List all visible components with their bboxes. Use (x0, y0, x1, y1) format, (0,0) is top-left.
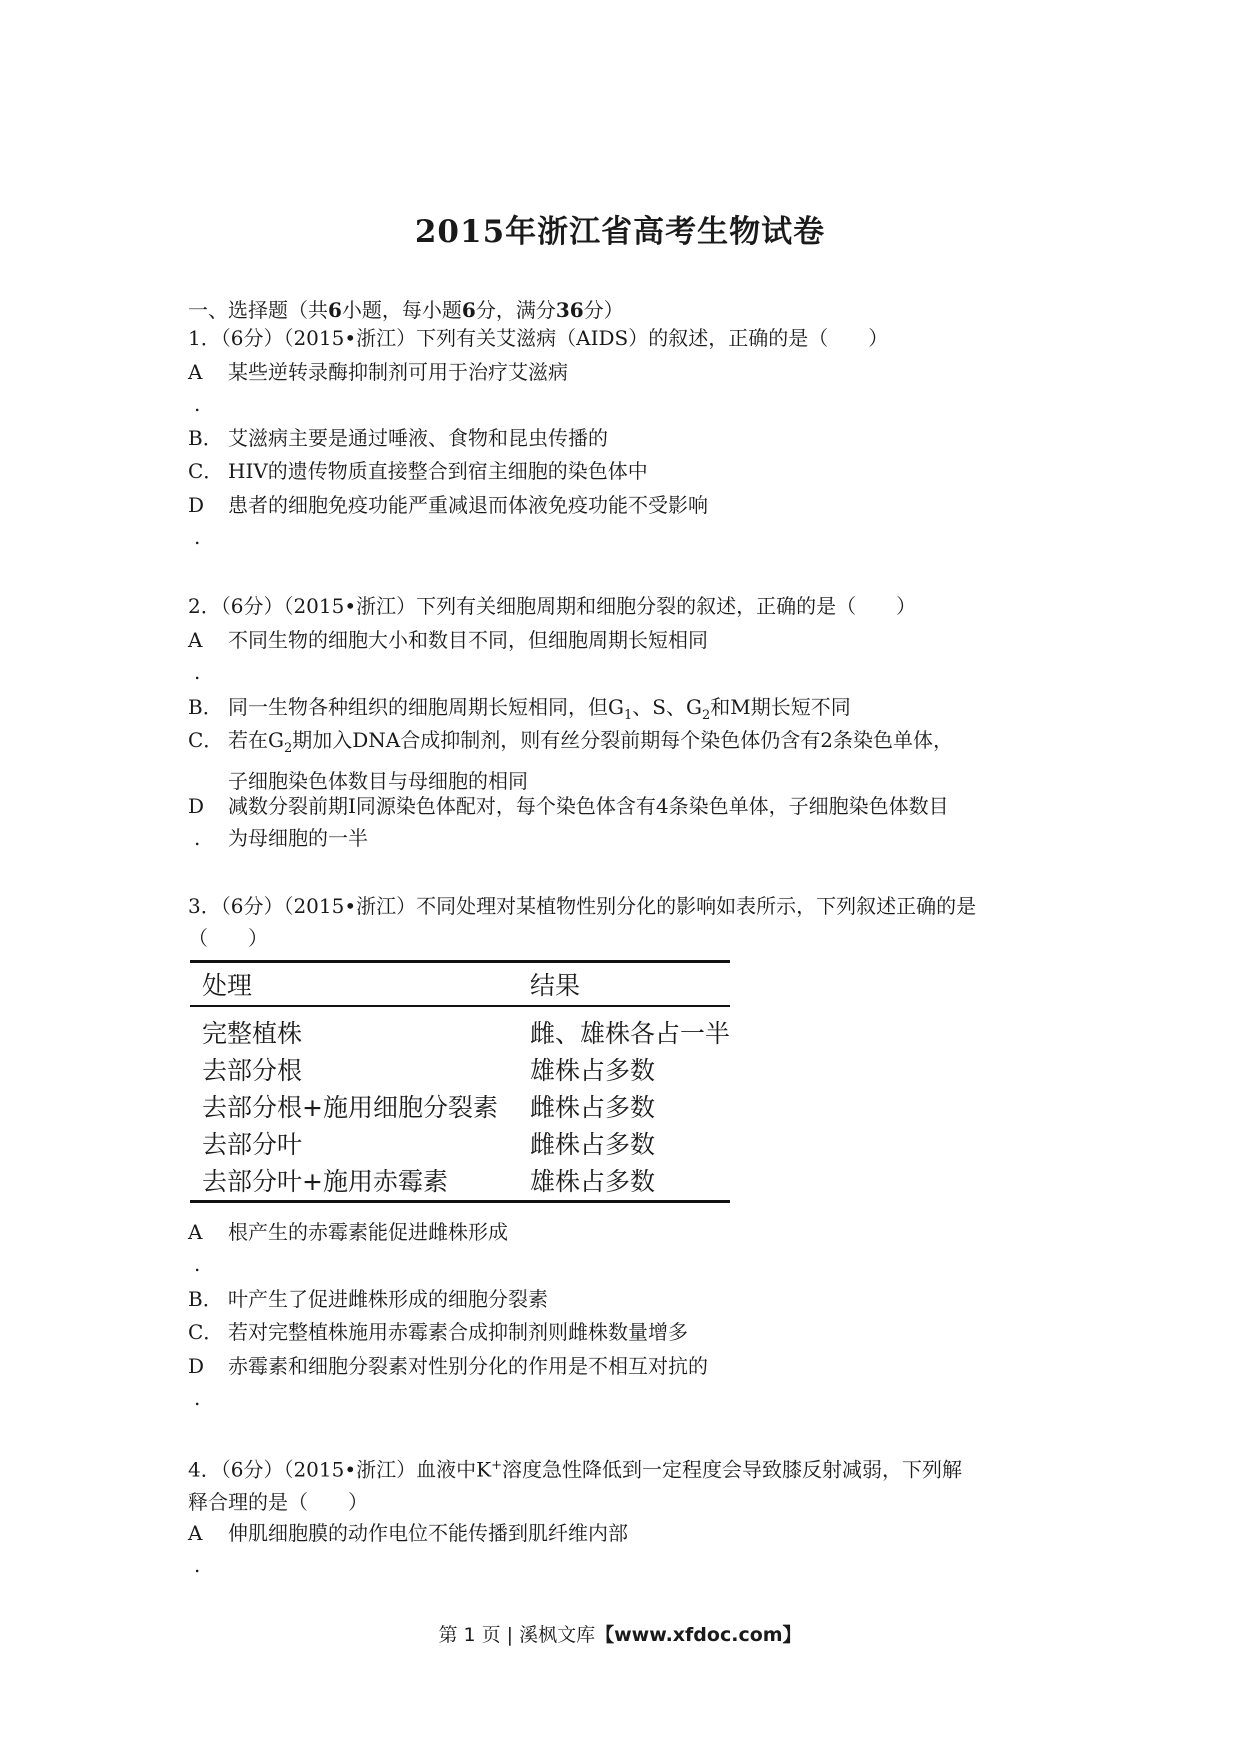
option-letter: B． (188, 1287, 223, 1311)
option-dot: . (194, 525, 201, 549)
option-letter: A (188, 360, 203, 384)
option-letter: D (188, 493, 205, 517)
option-letter: B． (188, 426, 223, 450)
option-letter: C． (188, 728, 224, 752)
option-letter: C． (188, 459, 224, 483)
option-text: 同一生物各种组织的细胞周期长短相同，但$G_1$、S、$G_2$和M期长短不同 (228, 695, 851, 723)
section-heading: 一、选择题（共6小题，每小题6分，满分36分） (188, 298, 624, 322)
table-header-cell: 处理 (190, 962, 522, 1007)
option-text: 艾滋病主要是通过唾液、食物和昆虫传播的 (228, 426, 608, 450)
option-letter: A (188, 1521, 203, 1545)
table-cell: 完整植株 (202, 1018, 303, 1048)
option-dot: . (194, 826, 201, 850)
question-1-stem: 1．（6分）（2015•浙江）下列有关艾滋病（AIDS）的叙述，正确的是（ ） (188, 326, 889, 350)
option-text: 某些逆转录酶抑制剂可用于治疗艾滋病 (228, 360, 568, 384)
question-1-option-a[interactable] (188, 356, 1058, 420)
question-4-stem: 4．（6分）（2015•浙江）血液中K+溶度急性降低到一定程度会导致膝反射减弱，下列解 释合理的是（ ） (188, 1457, 962, 1514)
option-text: 根产生的赤霉素能促进雌株形成 (228, 1220, 508, 1244)
option-dot: . (194, 660, 201, 684)
table-cell: 雌、雄株各占一半 (530, 1018, 731, 1048)
page-title: 2015年浙江省高考生物试卷 (414, 214, 826, 250)
question-2-stem: 2．（6分）（2015•浙江）下列有关细胞周期和细胞分裂的叙述，正确的是（ ） (188, 594, 917, 618)
option-dot: . (194, 1252, 201, 1276)
option-text: 减数分裂前期Ⅰ同源染色体配对，每个染色体含有4条染色单体，子细胞染色体数目 为母细胞的一半 (228, 794, 949, 850)
table-row (190, 1050, 730, 1087)
table-row (190, 1006, 730, 1050)
page-number: 1 (463, 1624, 476, 1646)
table-cell: 雌株占多数 (530, 1092, 656, 1122)
question-1-option-d[interactable] (188, 489, 1058, 553)
option-text: 赤霉素和细胞分裂素对性别分化的作用是不相互对抗的 (228, 1354, 708, 1378)
option-text: 伸肌细胞膜的动作电位不能传播到肌纤维内部 (228, 1521, 628, 1545)
option-text: 不同生物的细胞大小和数目不同，但细胞周期长短相同 (228, 628, 708, 652)
option-letter: C． (188, 1320, 224, 1344)
table-cell: 去部分叶+施用赤霉素 (190, 1161, 522, 1202)
option-letter: A (188, 1220, 203, 1244)
question-2-option-c[interactable] (188, 724, 1058, 793)
option-text: 若对完整植株施用赤霉素合成抑制剂则雌株数量增多 (228, 1320, 688, 1344)
table-header-row (190, 962, 730, 1007)
option-text: 叶产生了促进雌株形成的细胞分裂素 (228, 1287, 548, 1311)
page-footer: 第 1 页 | 溪枫文库【www.xfdoc.com】 (438, 1624, 802, 1646)
question-4-option-a[interactable] (188, 1517, 1058, 1581)
question-3-option-d[interactable] (188, 1350, 1058, 1414)
option-dot: . (194, 1386, 201, 1410)
table-row (190, 1087, 730, 1124)
table-cell: 去部分根+施用细胞分裂素 (202, 1092, 498, 1122)
table-row (190, 1161, 730, 1202)
table-cell: 去部分叶 (202, 1129, 303, 1159)
question-2-option-d[interactable] (188, 790, 1058, 854)
option-text: 患者的细胞免疫功能严重减退而体液免疫功能不受影响 (228, 493, 708, 517)
option-letter: D (188, 794, 205, 818)
option-text: HIV的遗传物质直接整合到宿主细胞的染色体中 (228, 459, 648, 483)
option-dot: . (194, 392, 201, 416)
table-row (190, 1124, 730, 1161)
option-text: 若在$G_2$期加入DNA合成抑制剂，则有丝分裂前期每个染色体仍含有2条染色单体， 子细胞染色体数目与母细胞的相同 (228, 728, 953, 793)
treatment-result-table (190, 960, 730, 1203)
site-link[interactable]: 【www.xfdoc.com】 (595, 1624, 802, 1646)
table-cell: 雄株占多数 (522, 1161, 730, 1202)
table-header-cell: 结果 (522, 962, 730, 1007)
option-dot: . (194, 1553, 201, 1577)
table-cell: 雄株占多数 (530, 1055, 656, 1085)
table-cell: 雌株占多数 (530, 1129, 656, 1159)
table-cell: 去部分根 (202, 1055, 303, 1085)
question-3-stem: 3．（6分）（2015•浙江）不同处理对某植物性别分化的影响如表所示，下列叙述正确的是 （ ） (188, 894, 977, 950)
question-3-option-a[interactable] (188, 1216, 1058, 1280)
option-letter: A (188, 628, 203, 652)
option-letter: D (188, 1354, 205, 1378)
option-letter: B． (188, 695, 223, 719)
question-2-option-a[interactable] (188, 624, 1058, 688)
